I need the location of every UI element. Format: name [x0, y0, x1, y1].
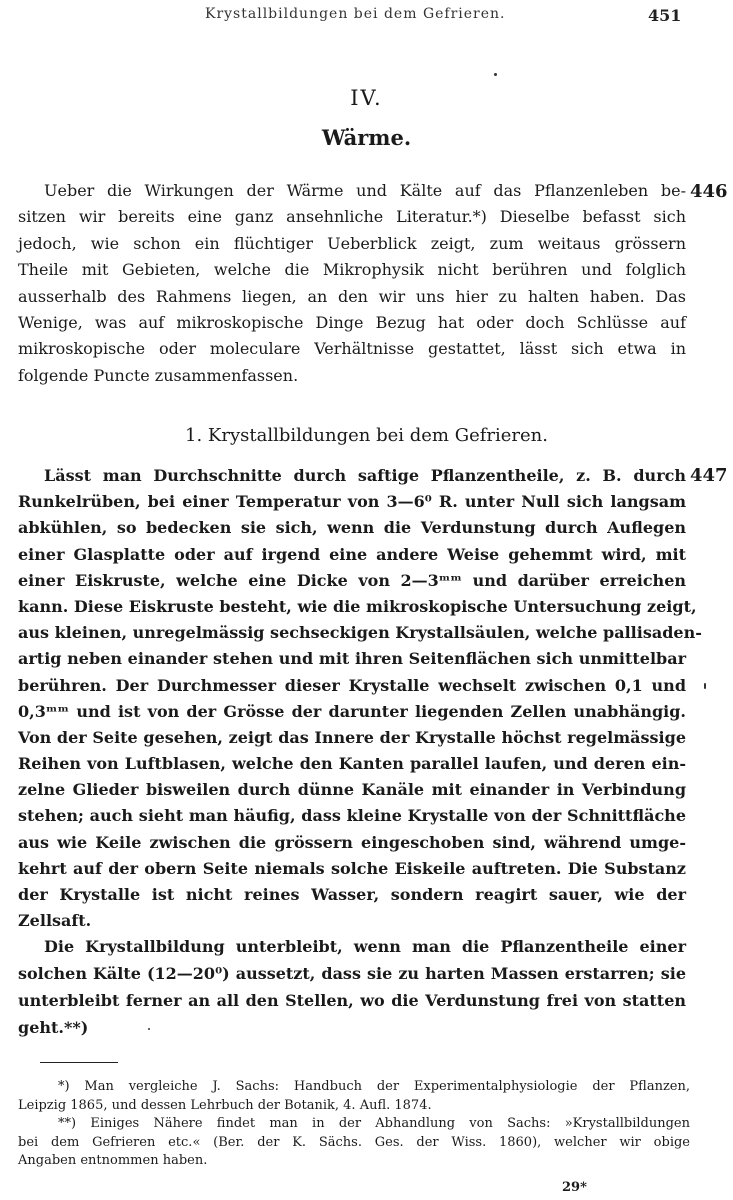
text-line: einer Eiskruste, welche eine Dicke von 2—3ᵐᵐ und darüber erreichen [18, 570, 686, 590]
footnote-rule [40, 1062, 118, 1063]
text-line: ausserhalb des Rahmens liegen, an den wir uns hier zu halten haben. Das [18, 286, 686, 306]
text-line: der Krystalle ist nicht reines Wasser, sondern reagirt sauer, wie der [18, 885, 686, 904]
text-line: Wenige, was auf mikroskopische Dinge Bezug hat oder doch Schlüsse auf [18, 312, 686, 332]
text-line: zelne Glieder bisweilen durch dünne Kanäle mit einander in Verbindung [18, 780, 686, 800]
footnote-line: *) Man vergleiche J. Sachs: Handbuch der Experimentalphysiologie der Pflanzen, [58, 1079, 690, 1094]
text-line: aus kleinen, unregelmässig sechseckigen Krystallsäulen, welche pallisaden- [18, 623, 702, 643]
footnote-line: **) Einiges Nähere findet man in der Abhandlung von Sachs: »Krystallbildungen [58, 1116, 690, 1131]
text-line: geht.**) [18, 1018, 89, 1037]
text-line: Die Krystallbildung unterbleibt, wenn man die Pflanzentheile einer [44, 937, 686, 956]
text-line: kehrt auf der obern Seite niemals solche Eiskeile auftreten. Die Substanz [18, 858, 686, 878]
text-line: mikroskopische oder moleculare Verhältnisse gestattet, lässt sich etwa in [18, 339, 686, 359]
text-line: Von der Seite gesehen, zeigt das Innere der Krystalle höchst regelmässige [18, 727, 686, 747]
text-line: artig neben einander stehen und mit ihren Seitenflächen sich unmittelbar [18, 649, 686, 669]
footnote-line: Leipzig 1865, und dessen Lehrbuch der Botanik, 4. Aufl. 1874. [18, 1097, 432, 1113]
print-speck [148, 1028, 150, 1030]
footnotes [18, 1078, 690, 1171]
text-line: einer Glasplatte oder auf irgend eine andere Weise gehemmt wird, mit [18, 544, 686, 564]
chapter-number: IV. [350, 86, 383, 110]
margin-number: 447 [690, 465, 728, 486]
text-line: jedoch, wie schon ein flüchtiger Ueberblick zeigt, zum weitaus grössern [18, 233, 686, 253]
text-line: kann. Diese Eiskruste besteht, wie die mikroskopische Untersuchung zeigt, [18, 596, 697, 616]
chapter-title: Wärme. [321, 125, 412, 150]
text-line: stehen; auch sieht man häufig, dass kleine Krystalle von der Schnittfläche [18, 806, 686, 826]
text-line: aus wie Keile zwischen die grössern eingeschoben sind, während umge- [18, 832, 686, 852]
footnote-line: Angaben entnommen haben. [18, 1153, 208, 1168]
text-line: berühren. Der Durchmesser dieser Krystalle wechselt zwischen 0,1 und [18, 675, 686, 695]
text-line: folgende Puncte zusammenfassen. [18, 365, 299, 385]
text-line: Ueber die Wirkungen der Wärme und Kälte auf das Pflanzenleben be- [44, 181, 686, 200]
text-line: Reihen von Luftblasen, welche den Kanten parallel laufen, und deren ein- [18, 754, 686, 774]
print-speck [704, 683, 706, 689]
text-line: sitzen wir bereits eine ganz ansehnliche Literatur.*) Dieselbe befasst sich [18, 207, 686, 227]
text-line: abkühlen, so bedecken sie sich, wenn die Verdunstung durch Auflegen [18, 518, 686, 538]
text-line: solchen Kälte (12—20⁰) aussetzt, dass sie zu harten Massen erstarren; sie [18, 964, 686, 983]
margin-number: 446 [690, 181, 728, 202]
print-speck [494, 73, 497, 76]
text-line: Zellsaft. [18, 911, 92, 931]
footnote-line: bei dem Gefrieren etc.« (Ber. der K. Sächs. Ges. der Wiss. 1860), welcher wir obige [18, 1134, 690, 1150]
text-line: unterbleibt ferner an all den Stellen, wo die Verdunstung frei von statten [18, 991, 686, 1010]
intro-paragraph [18, 178, 686, 389]
second-paragraph [18, 933, 686, 1041]
main-paragraph [18, 463, 702, 934]
section-heading: 1. Krystallbildungen bei dem Gefrieren. [185, 425, 548, 446]
text-line: 0,3ᵐᵐ und ist von der Grösse der darunter liegenden Zellen unabhängig. [18, 701, 686, 721]
running-head [0, 6, 733, 28]
text-line: Lässt man Durchschnitte durch saftige Pflanzentheile, z. B. durch [44, 466, 686, 485]
running-title: Krystallbildungen bei dem Gefrieren. [205, 6, 506, 22]
page-number: 451 [648, 6, 682, 25]
signature-mark: 29* [562, 1180, 587, 1195]
text-line: Theile mit Gebieten, welche die Mikrophysik nicht berühren und folglich [18, 260, 686, 280]
text-line: Runkelrüben, bei einer Temperatur von 3—6⁰ R. unter Null sich langsam [18, 492, 686, 512]
